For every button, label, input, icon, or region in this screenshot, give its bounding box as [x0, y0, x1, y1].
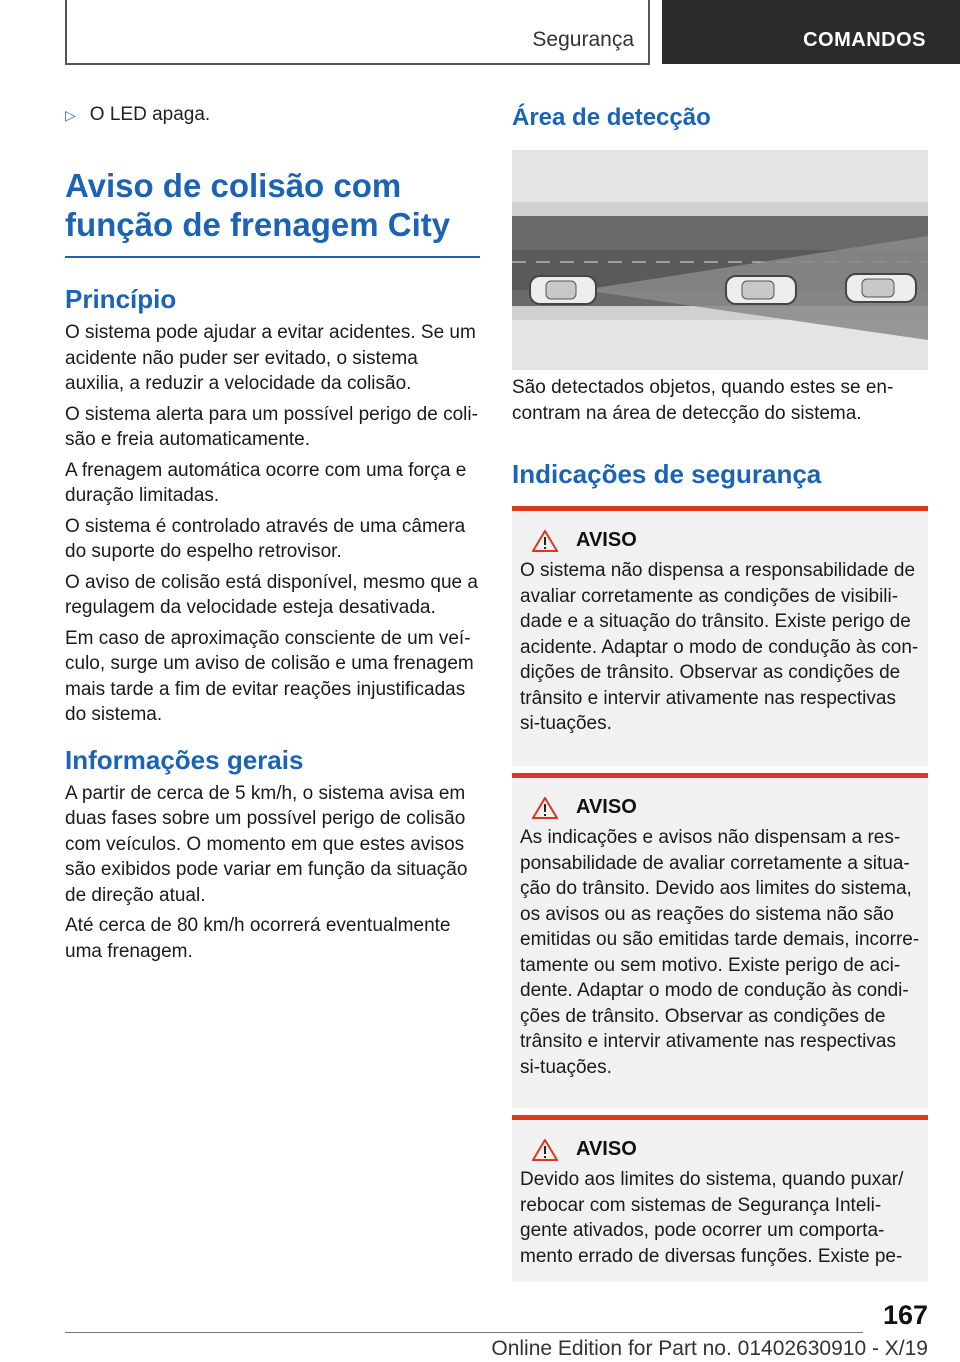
warning-text: O sistema não dispensa a responsabilidade de avaliar corretamente as condições de visibili-dade e a situação do trânsito. Existe perigo de acidente. Adaptar o modo de condução às con-dições de trânsito. Observar as condições de trânsito e intervir ativamente nas respectivas si-tuações. — [520, 560, 919, 734]
footer-divider — [65, 1332, 863, 1333]
triangle-bullet-icon: ▷ — [65, 107, 76, 123]
detection-area-diagram — [512, 150, 928, 370]
warning-triangle-icon — [532, 797, 558, 819]
chapter-tab-label: COMANDOS — [803, 29, 926, 51]
warning-box — [512, 506, 928, 766]
warning-text: Devido aos limites do sistema, quando puxar/ rebocar com sistemas de Segurança Inteli-gente ativados, pode ocorrer um comporta-mento errado de diversas funções. Existe pe- — [520, 1169, 904, 1267]
right-column — [512, 100, 928, 490]
warning-box — [512, 773, 928, 1108]
principio-paragraph: O sistema pode ajudar a evitar acidentes. Se um acidente não puder ser evitado, o sistema auxilia, a reduzir a velocidade da colisão. — [65, 322, 476, 394]
warning-title: AVISO — [576, 529, 637, 551]
bullet-item — [65, 100, 480, 126]
principio-paragraph: A frenagem automática ocorre com uma força e duração limitadas. — [65, 459, 467, 506]
page-number: 167 — [882, 1300, 928, 1330]
warning-text: As indicações e avisos não dispensam a res-ponsabilidade de avaliar corretamente a situa-ção do trânsito. Devido aos limites do sistema, os avisos ou as reações do sistema não são emitidas ou são emitidas tarde demais, incorre-tamente ou sem motivo. Existe perigo de aci-dente. Adaptar o modo de condução às condi-ções de trânsito. Observar as condições de trânsito e intervir ativamente nas respectivas si-tuações. — [520, 827, 920, 1078]
edition-footer: Online Edition for Part no. 01402630910 - X/19 — [491, 1337, 928, 1360]
warning-title: AVISO — [576, 796, 637, 818]
page-title-line-2: função de frenagem City — [65, 206, 451, 243]
chapter-tab[interactable] — [662, 0, 960, 64]
gerais-paragraph: Até cerca de 80 km/h ocorrerá eventualmente uma frenagem. — [65, 915, 451, 962]
header-divider-right — [648, 0, 650, 64]
left-column — [65, 100, 480, 969]
header-divider-bottom — [65, 63, 650, 65]
header-divider-left — [65, 0, 67, 64]
detection-area-illustration — [512, 150, 928, 370]
principio-paragraph: O sistema alerta para um possível perigo de coli-são e freia automaticamente. — [65, 403, 478, 450]
warning-box — [512, 1115, 928, 1282]
principio-paragraph: Em caso de aproximação consciente de um veí-culo, surge um aviso de colisão e uma frenagem mais tarde a fim de evitar reações injustificadas do sistema. — [65, 627, 474, 725]
area-heading: Área de detecção — [512, 104, 711, 131]
bullet-text: O LED apaga. — [89, 104, 211, 125]
warning-header — [532, 1138, 920, 1161]
warning-triangle-icon — [532, 1139, 558, 1161]
principio-paragraph: O aviso de colisão está disponível, mesmo que a regulagem da velocidade esteja desativada. — [65, 571, 478, 618]
warning-title: AVISO — [576, 1138, 637, 1160]
vehicle-icon — [846, 274, 916, 302]
title-underline — [65, 256, 480, 258]
principio-heading: Princípio — [65, 284, 177, 314]
page-title — [65, 166, 480, 244]
gerais-paragraph: A partir de cerca de 5 km/h, o sistema avisa em duas fases sobre um possível perigo de colisão com veículos. O momento em que estes avisos são exibidos pode variar em função da situação de direção atual. — [65, 782, 468, 906]
warning-header — [532, 796, 920, 819]
page-title-line-1: Aviso de colisão com — [65, 167, 402, 204]
header-section-label: Segurança — [532, 28, 634, 51]
warning-header — [532, 529, 920, 552]
vehicle-icon — [726, 276, 796, 304]
ego-car-icon — [530, 276, 596, 304]
figure-caption: São detectados objetos, quando estes se en-contram na área de detecção do sistema. — [512, 377, 894, 424]
warning-triangle-icon — [532, 530, 558, 552]
principio-paragraph: O sistema é controlado através de uma câmera do suporte do espelho retrovisor. — [65, 515, 466, 562]
gerais-heading: Informações gerais — [65, 744, 304, 775]
safety-heading: Indicações de segurança — [512, 459, 822, 489]
